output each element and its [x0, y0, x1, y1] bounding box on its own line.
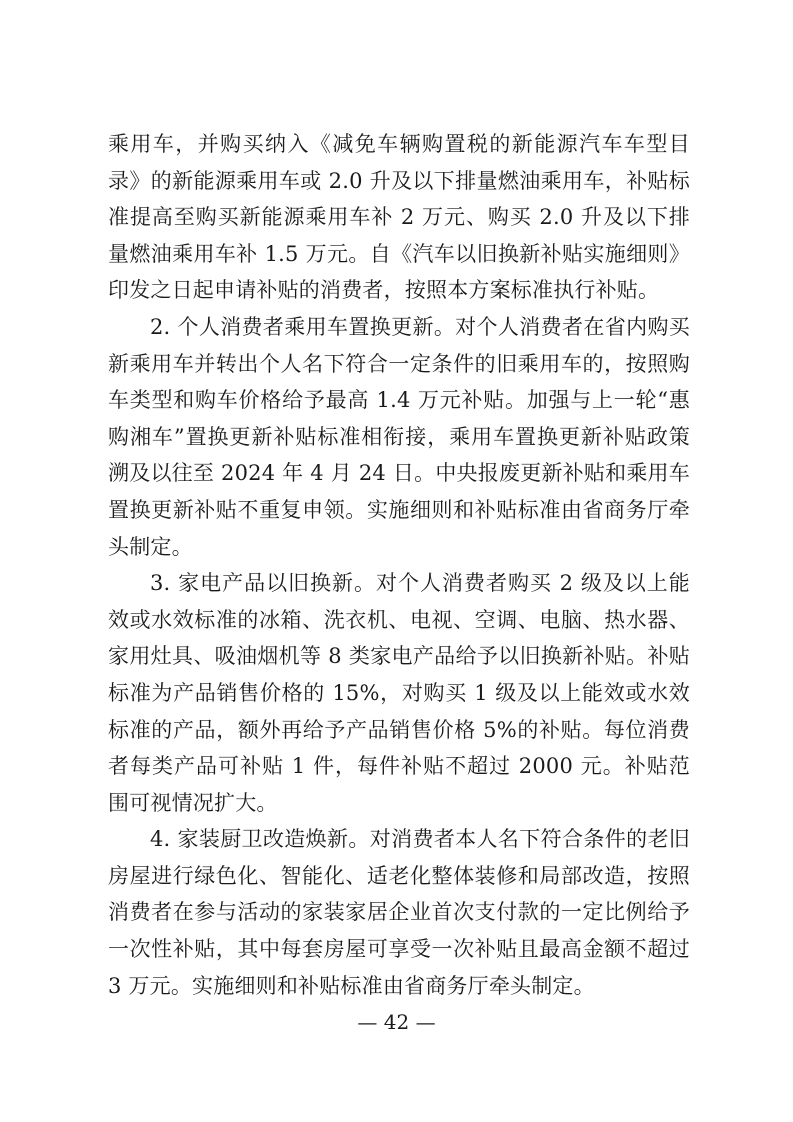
- paragraph-car-replacement: 2. 个人消费者乘用车置换更新。对个人消费者在省内购买新乘用车并转出个人名下符合一定条件的旧乘用车的，按照购车类型和购车价格给予最高 1.4 万元补贴。加强与上一轮“惠购湘车”置换更新补贴标准相衔接，乘用车置换更新补贴政策溯及以往至 2024 年 4 月 24 日。中央报废更新补贴和乘用车置换更新补贴不重复申领。实施细则和补贴标准由省商务厅牵头制定。: [108, 314, 690, 559]
- paragraph-appliance-tradein: 3. 家电产品以旧换新。对个人消费者购买 2 级及以上能效或水效标准的冰箱、洗衣机、电视、空调、电脑、热水器、家用灶具、吸油烟机等 8 类家电产品给予以旧换新补贴。补贴标准为产品销售价格的 15%，对购买 1 级及以上能效或水效标准的产品，额外再给予产品销售价格 5%的补贴。每位消费者每类产品可补贴 1 件，每件补贴不超过 2000 元。补贴范围可视情况扩大。: [108, 571, 690, 815]
- paragraph-home-renovation: 4. 家装厨卫改造焕新。对消费者本人名下符合条件的老旧房屋进行绿色化、智能化、适老化整体装修和局部改造，按照消费者在参与活动的家装家居企业首次支付款的一定比例给予一次性补贴，其中每套房屋可享受一次补贴且最高金额不超过 3 万元。实施细则和补贴标准由省商务厅牵头制定。: [108, 827, 690, 998]
- paragraph-car-subsidy-continued: 乘用车，并购买纳入《减免车辆购置税的新能源汽车车型目录》的新能源乘用车或 2.0 升及以下排量燃油乘用车，补贴标准提高至购买新能源乘用车补 2 万元、购买 2.0 升及以下排量燃油乘用车补 1.5 万元。自《汽车以旧换新补贴实施细则》印发之日起申请补贴的消费者，按照本方案标准执行补贴。: [108, 132, 690, 303]
- page-number: — 42 —: [357, 1010, 436, 1034]
- body-text: [108, 126, 690, 1004]
